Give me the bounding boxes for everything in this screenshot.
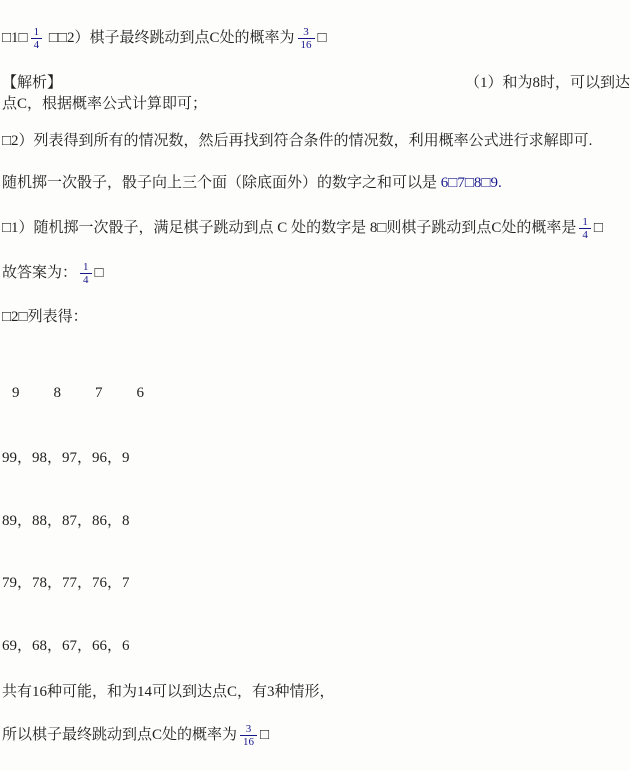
analysis-part2-method: □2）列表得到所有的情况数，然后再找到符合条件的情况数，利用概率公式进行求解即可. xyxy=(2,133,593,149)
fraction-three-sixteenths: $\frac{3}{16}$ xyxy=(240,723,257,748)
part1-answer-post: □ xyxy=(94,265,104,282)
part1-solution-text: □1）随机掷一次骰子，满足棋子跳动到点 C 处的数字是 8□则棋子跳动到点C处的概率是 xyxy=(2,220,577,237)
count-summary-line: 共有16种可能，和为14可以到达点C，有3种情形， xyxy=(2,684,335,700)
fraction-one-quarter: $\frac{1}{4}$ xyxy=(80,261,92,286)
outcome-table-header xyxy=(0,383,630,403)
final-answer-line xyxy=(0,723,630,748)
analysis-intro-right: （1）和为8时，可以到达 xyxy=(464,75,630,91)
fraction-three-sixteenths: $\frac{3}{16}$ xyxy=(298,26,315,51)
header-cell: 8 xyxy=(53,385,61,401)
header-cell: 6 xyxy=(136,385,144,401)
answer-summary-pre: □1□ xyxy=(2,30,28,47)
dice-sum-text: 随机掷一次骰子，骰子向上三个面（除底面外）的数字之和可以是 xyxy=(2,175,441,191)
analysis-intro-continued: 点C，根据概率公式计算即可； xyxy=(2,96,208,112)
dice-sum-possibilities-line xyxy=(0,173,630,193)
outcome-table-row: 79，78，77，76，7 xyxy=(2,575,130,591)
outcome-table-row: 89，88，87，86，8 xyxy=(2,513,130,529)
dice-sum-values: 6□7□8□9. xyxy=(440,175,502,191)
answer-summary-post: □ xyxy=(317,30,327,47)
answer-summary-mid: □□2）棋子最终跳动到点C处的概率为 xyxy=(45,30,295,47)
outcome-table-row: 99，98，97，96，9 xyxy=(2,450,130,466)
part2-list-label: □2□列表得： xyxy=(2,309,88,325)
fraction-one-quarter: $\frac{1}{4}$ xyxy=(31,26,43,51)
header-cell: 7 xyxy=(95,385,103,401)
part1-answer-line xyxy=(0,261,630,286)
outcome-table-row: 69，68，67，66，6 xyxy=(2,638,130,654)
fraction-one-quarter: $\frac{1}{4}$ xyxy=(579,216,591,241)
final-answer-text: 所以棋子最终跳动到点C处的概率为 xyxy=(2,727,238,744)
part1-solution-line xyxy=(0,216,630,241)
final-answer-post: □ xyxy=(260,727,270,744)
analysis-header-line xyxy=(0,73,630,93)
part1-solution-post: □ xyxy=(593,220,603,237)
header-cell: 9 xyxy=(12,385,20,401)
analysis-label: 【解析】 xyxy=(2,75,63,91)
answer-summary-line xyxy=(0,26,630,51)
part1-answer-text: 故答案为： xyxy=(2,265,78,282)
